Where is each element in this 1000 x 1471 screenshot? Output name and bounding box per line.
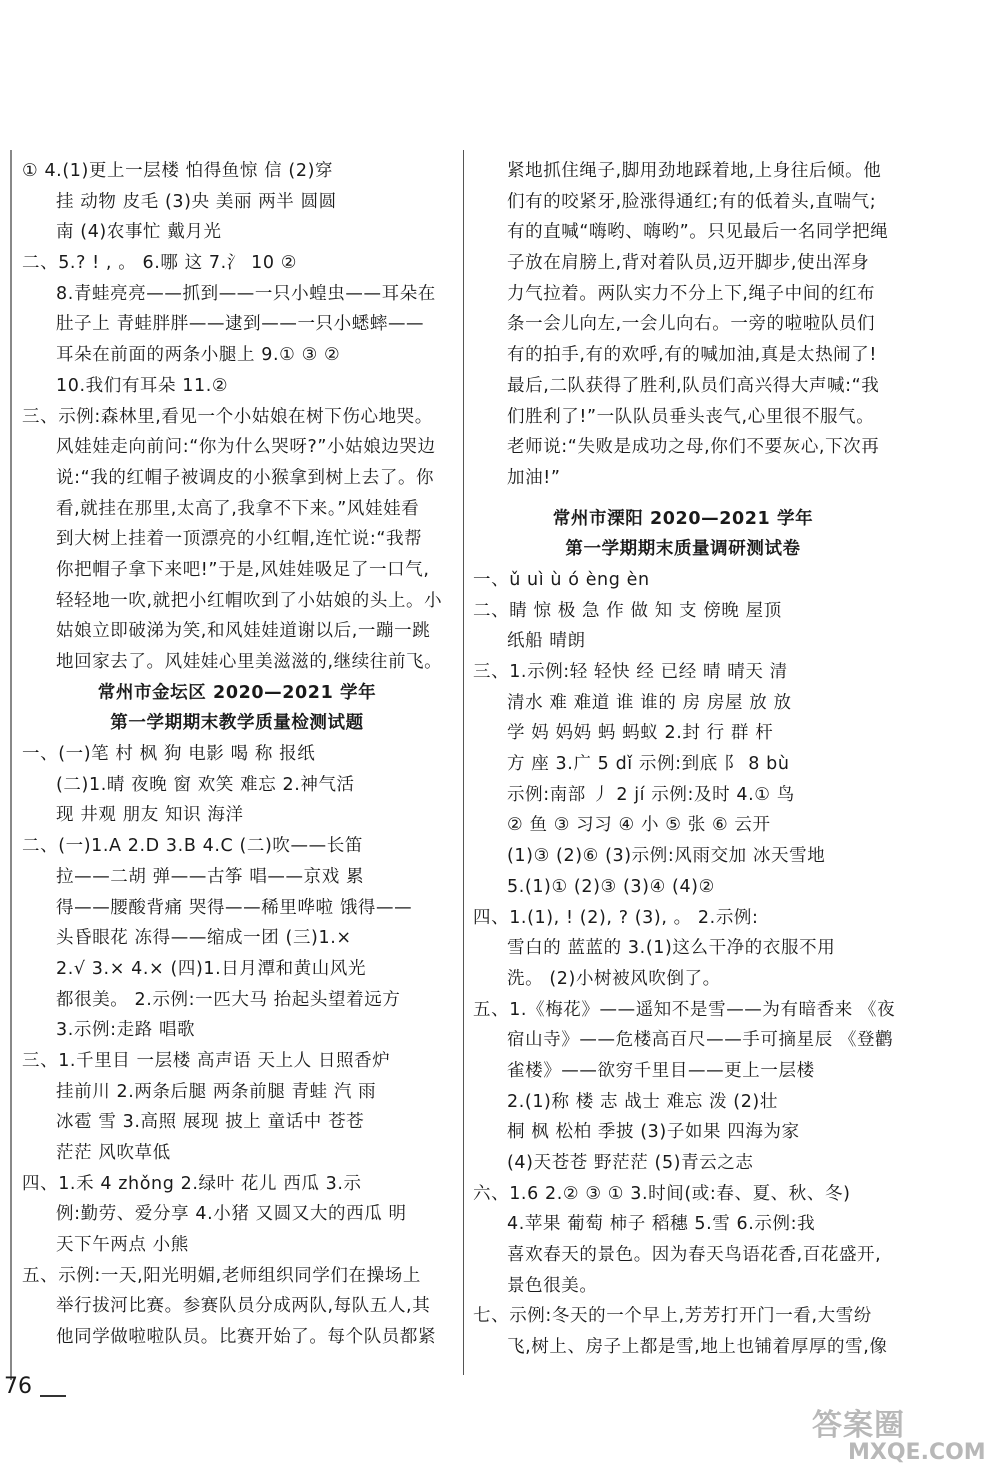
text-line: 姑娘立即破涕为笑,和风娃娃道谢以后,一蹦一跳 xyxy=(56,621,431,642)
text-line: 飞,树上、房子上都是雪,地上也铺着厚厚的雪,像 xyxy=(507,1337,888,1358)
column-divider xyxy=(463,150,464,1375)
text-line: 现 井观 朋友 知识 海洋 xyxy=(56,805,244,826)
text-line: 到大树上挂着一顶漂亮的小红帽,连忙说:“我帮 xyxy=(56,529,423,550)
text-line: (1)③ (2)⑥ (3)示例:风雨交加 冰天雪地 xyxy=(507,846,826,867)
text-line: 紧地抓住绳子,脚用劲地踩着地,上身往后倾。他 xyxy=(507,161,882,181)
text-line: 8.青蛙亮亮——抓到——一只小蝗虫——耳朵在 xyxy=(56,283,436,304)
text-line: 力气拉着。两队实力不分上下,绳子中间的红布 xyxy=(507,283,876,304)
page-number-dash xyxy=(40,1395,66,1397)
text-line: 二、(一)1.A 2.D 3.B 4.C (二)吹——长笛 xyxy=(22,836,363,857)
text-line: 2.(1)称 楼 志 战士 难忘 泼 (2)壮 xyxy=(507,1091,778,1112)
text-line: 三、1.示例:轻 轻快 经 已经 晴 晴天 清 xyxy=(473,662,788,682)
page-edge-line xyxy=(10,150,12,1380)
text-line: 景色很美。 xyxy=(507,1275,598,1296)
text-line: 茫茫 风吹草低 xyxy=(56,1143,171,1163)
text-line: 三、1.千里目 一层楼 高声语 天上人 日照香炉 xyxy=(22,1050,391,1071)
text-line: 地回家去了。风娃娃心里美滋滋的,继续往前飞。 xyxy=(56,652,443,672)
text-line: 耳朵在前面的两条小腿上 9.① ③ ② xyxy=(56,345,341,366)
text-line: 雪白的 蓝蓝的 3.(1)这么干净的衣服不用 xyxy=(507,938,836,959)
text-line: 四、1.禾 4 zhǒng 2.绿叶 花儿 西瓜 3.示 xyxy=(22,1173,362,1194)
text-line: 方 座 3.广 5 dǐ 示例:到底 阝 8 bù xyxy=(507,754,790,775)
text-line: 桐 枫 松柏 季披 (3)子如果 四海为家 xyxy=(507,1122,800,1143)
text-line: 看,就挂在那里,太高了,我拿不下来。”风娃娃看 xyxy=(56,498,420,519)
text-line: 挂 动物 皮毛 (3)央 美丽 两半 圆圆 xyxy=(56,191,337,212)
text-line: 他同学做啦啦队员。比赛开始了。每个队员都紧 xyxy=(56,1327,437,1348)
text-line: (4)天苍苍 野茫茫 (5)青云之志 xyxy=(507,1153,754,1173)
text-line: 5.(1)① (2)③ (3)④ (4)② xyxy=(507,876,715,897)
text-line: 一、ǔ uì ù ó èng èn xyxy=(473,569,650,590)
text-line: 举行拔河比赛。参赛队员分成两队,每队五人,其 xyxy=(56,1296,431,1317)
text-line: 五、示例:一天,阳光明媚,老师组织同学们在操场上 xyxy=(22,1265,421,1286)
section-heading: 常州市溧阳 2020—2021 学年 xyxy=(552,508,814,529)
text-line: 说:“我的红帽子被调皮的小猴拿到树上去了。你 xyxy=(56,467,435,488)
text-line: 10.我们有耳朵 11.② xyxy=(56,375,229,396)
text-line: 风娃娃走向前问:“你为什么哭呀?”小姑娘边哭边 xyxy=(56,437,436,458)
text-line: 五、1.《梅花》——遥知不是雪——为有暗香来 《夜 xyxy=(473,999,896,1020)
text-line: 南 (4)农事忙 戴月光 xyxy=(56,222,222,243)
text-line: 有的拍手,有的欢呼,有的喊加油,真是太热闹了! xyxy=(507,345,878,366)
text-line: 三、示例:森林里,看见一个小姑娘在树下伤心地哭。 xyxy=(22,406,433,427)
text-line: 示例:南部 丿 2 jí 示例:及时 4.① 鸟 xyxy=(507,784,795,805)
text-line: 们胜利了!”一队队员垂头丧气,心里很不服气。 xyxy=(507,406,875,427)
text-line: 头昏眼花 冻得——缩成一团 (三)1.× xyxy=(56,928,352,949)
page-number: 76 xyxy=(4,1374,32,1399)
text-line: 们有的咬紧牙,脸涨得通红;有的低着头,直喘气; xyxy=(507,191,877,212)
section-gap xyxy=(473,494,893,504)
watermark-url: MXQE.COM xyxy=(848,1440,986,1465)
text-line: 肚子上 青蛙胖胖——逮到——一只小蟋蟀—— xyxy=(56,314,425,335)
text-line: 有的直喊“嗨哟、嗨哟”。只见最后一名同学把绳 xyxy=(507,222,889,243)
text-line: 都很美。 2.示例:一匹大马 抬起头望着远方 xyxy=(56,989,401,1010)
text-line: 4.苹果 葡萄 柿子 稻穗 5.雪 6.示例:我 xyxy=(507,1214,816,1235)
section-heading: 第一学期期末教学质量检测试题 xyxy=(110,713,364,734)
text-line: 纸船 晴朗 xyxy=(507,631,586,652)
text-line: 清水 难 难道 谁 谁的 房 房屋 放 放 xyxy=(507,692,792,713)
text-line: (二)1.晴 夜晚 窗 欢笑 难忘 2.神气活 xyxy=(56,774,355,795)
text-line: 学 妈 妈妈 蚂 蚂蚁 2.封 行 群 杆 xyxy=(507,723,774,744)
section-heading: 常州市金坛区 2020—2021 学年 xyxy=(97,682,377,703)
text-line: 冰雹 雪 3.高照 展现 披上 童话中 苍苍 xyxy=(56,1112,365,1133)
text-line: 加油!” xyxy=(507,467,561,488)
right-column xyxy=(473,156,896,1363)
text-line: 二、睛 惊 极 急 作 做 知 支 傍晚 屋顶 xyxy=(473,600,782,621)
text-line: 轻轻地一吹,就把小红帽吹到了小姑娘的头上。小 xyxy=(56,590,443,611)
text-line: ② 鱼 ③ 习习 ④ 小 ⑤ 张 ⑥ 云开 xyxy=(507,815,771,836)
text-line: 条一会儿向左,一会儿向右。一旁的啦啦队员们 xyxy=(507,314,876,335)
text-line: 七、示例:冬天的一个早上,芳芳打开门一看,大雪纷 xyxy=(473,1306,872,1327)
text-line: 雀楼》——欲穷千里目——更上一层楼 xyxy=(507,1060,815,1081)
text-line: 挂前川 2.两条后腿 两条前腿 青蛙 汽 雨 xyxy=(56,1081,377,1102)
text-line: 拉——二胡 弹——古筝 唱——京戏 累 xyxy=(56,866,365,887)
text-line: 一、(一)笔 村 枫 狗 电影 喝 称 报纸 xyxy=(22,744,316,765)
text-line: 3.示例:走路 唱歌 xyxy=(56,1020,196,1041)
text-line: 例:勤劳、爱分享 4.小猪 又圆又大的西瓜 明 xyxy=(56,1204,407,1225)
text-line: 得——腰酸背痛 哭得——稀里哗啦 饿得—— xyxy=(56,897,413,918)
text-line: 2.√ 3.× 4.× (四)1.日月潭和黄山风光 xyxy=(56,958,367,979)
watermark-logo: 答案圈 xyxy=(812,1408,905,1443)
text-line: 子放在肩膀上,背对着队员,迈开脚步,使出浑身 xyxy=(507,253,870,274)
text-line: 二、5.? ! , 。 6.哪 这 7.氵 10 ② xyxy=(22,253,298,274)
left-column xyxy=(22,156,452,1353)
text-line: 六、1.6 2.② ③ ① 3.时间(或:春、夏、秋、冬) xyxy=(473,1183,851,1204)
text-line: 喜欢春天的景色。因为春天鸟语花香,百花盛开, xyxy=(507,1245,882,1266)
text-line: 老师说:“失败是成功之母,你们不要灰心,下次再 xyxy=(507,437,880,458)
text-line: 洗。 (2)小树被风吹倒了。 xyxy=(507,968,721,989)
text-line: 宿山寺》——危楼高百尺——手可摘星辰 《登鹳 xyxy=(507,1030,894,1051)
text-line: 天下午两点 小熊 xyxy=(56,1235,189,1256)
section-heading: 第一学期期末质量调研测试卷 xyxy=(565,539,801,560)
text-line: 你把帽子拿下来吧!”于是,风娃娃吸足了一口气, xyxy=(56,559,430,580)
text-line: 最后,二队获得了胜利,队员们高兴得大声喊:“我 xyxy=(507,375,880,396)
text-line: 四、1.(1), ! (2), ? (3), 。 2.示例: xyxy=(473,907,759,928)
text-line: ① 4.(1)更上一层楼 怕得鱼惊 信 (2)穿 xyxy=(22,161,334,181)
